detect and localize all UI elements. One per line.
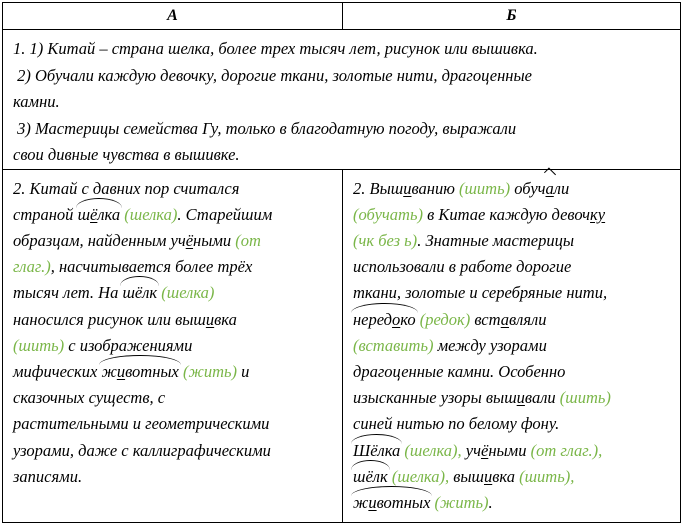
cell-a-line: записями.	[13, 466, 83, 486]
task-1-line: 2) Обучали каждую девочку, дорогие ткани, золотые нити, драгоценные	[13, 65, 532, 85]
cell-b-line: Шёлка (шелка), учёными (от глаг.),	[353, 438, 672, 464]
cell-a-line: глаг.), насчитывается более трёх	[13, 257, 253, 277]
cell-b-line: 2. Вышиванию (шить) обучали	[353, 176, 672, 202]
task-1-line: свои дивные чувства в вышивке.	[13, 145, 240, 164]
column-header-a: А	[3, 3, 343, 30]
cell-b-line: шёлк (шелка), вышивка (шить),	[353, 464, 672, 490]
cell-a-line: узорами, даже с каллиграфическими	[13, 440, 271, 460]
cell-b-line: (чк без ь). Знатные мастерицы	[353, 230, 575, 250]
cell-b-line: животных (жить).	[353, 490, 672, 516]
cell-a-line: страной шёлка (шелка). Старейшим	[13, 202, 334, 228]
cell-b-line: (вставить) между узорами	[353, 335, 547, 355]
cell-a-line: 2. Китай с давних пор считался	[13, 178, 240, 198]
column-header-b: Б	[343, 3, 681, 30]
cell-b-line: изысканные узоры вышивали (шить)	[353, 388, 611, 408]
task-1-line: 1. 1) Китай – страна шелка, более трех тысяч лет, рисунок или вышивка.	[13, 39, 538, 58]
cell-a-line: мифических животных (жить) и	[13, 359, 334, 385]
task-1-line: 3) Мастерицы семейства Гу, только в благодатную погоду, выражали	[13, 118, 517, 138]
cell-b	[343, 169, 681, 522]
cell-a-line: (шить) с изображениями	[13, 335, 193, 355]
cell-a-line: наносился рисунок или вышивка	[13, 309, 237, 329]
cell-a-line: сказочных существ, с	[13, 388, 166, 408]
cell-a-line: тысяч лет. На шёлк (шелка)	[13, 280, 334, 306]
cell-b-line: синей нитью по белому фону.	[353, 414, 560, 434]
cell-a-line: образцам, найденным учёными (от	[13, 230, 261, 250]
cell-b-line: нередоко (редок) вставляли	[353, 307, 672, 333]
cell-b-line: ткани, золотые и серебряные нити,	[353, 283, 608, 303]
task-1-cell	[3, 30, 681, 170]
cell-b-line: (обучать) в Китае каждую девочку	[353, 204, 606, 224]
answer-table	[2, 2, 681, 523]
cell-b-line: использовали в работе дорогие	[353, 257, 572, 277]
cell-a	[3, 169, 343, 522]
cell-b-line: драгоценные камни. Особенно	[353, 361, 566, 381]
cell-a-line: растительными и геометрическими	[13, 414, 270, 434]
task-1-line: камни.	[13, 92, 60, 111]
